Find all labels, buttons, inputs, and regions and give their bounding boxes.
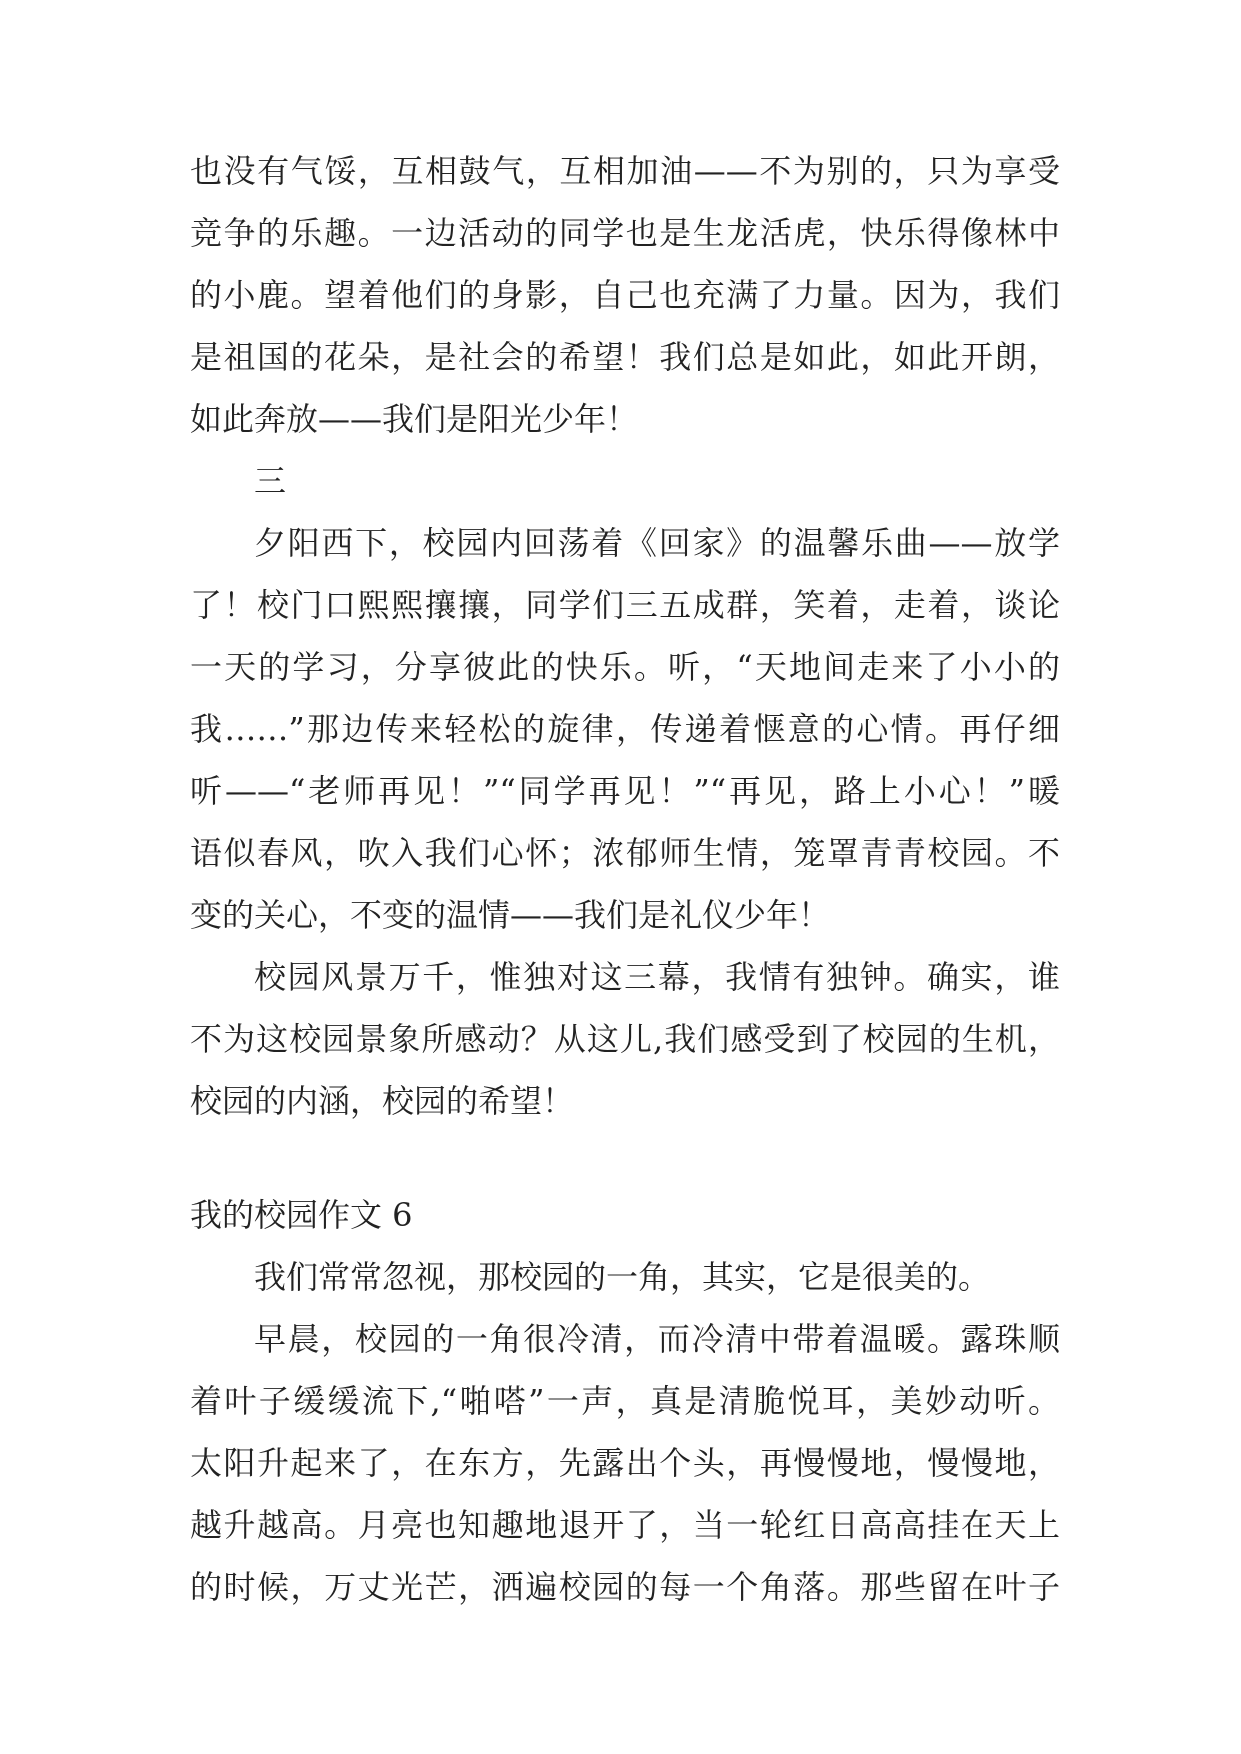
text-line: 一天的学习，分享彼此的快乐。听，“天地间走来了小小的 xyxy=(190,648,1060,686)
text-line: 也没有气馁，互相鼓气，互相加油——不为别的，只为享受 xyxy=(190,152,1060,190)
paragraph-sunshine xyxy=(190,140,1060,450)
document-body xyxy=(190,140,1060,1618)
text-line: 夕阳西下，校园内回荡着《回家》的温馨乐曲——放学 xyxy=(254,524,1060,562)
paragraph-conclusion xyxy=(190,946,1060,1132)
text-line: 我……”那边传来轻松的旋律，传递着惬意的心情。再仔细 xyxy=(190,710,1060,748)
paragraph-intro xyxy=(190,1246,1060,1308)
text-line: 的小鹿。望着他们的身影，自己也充满了力量。因为，我们 xyxy=(190,276,1060,314)
text-line: 了！校门口熙熙攘攘，同学们三五成群，笑着，走着，谈论 xyxy=(190,586,1060,624)
text-line: 的时候，万丈光芒，洒遍校园的每一个角落。那些留在叶子 xyxy=(190,1568,1060,1606)
text-line: 越升越高。月亮也知趣地退开了，当一轮红日高高挂在天上 xyxy=(190,1506,1060,1544)
text-line: 校园风景万千，惟独对这三幕，我情有独钟。确实，谁 xyxy=(254,958,1060,996)
text-line: 是祖国的花朵，是社会的希望！我们总是如此，如此开朗， xyxy=(190,338,1060,376)
text-line: 听——“老师再见！”“同学再见！”“再见，路上小心！”暖 xyxy=(190,772,1060,810)
text-line: 校园的内涵，校园的希望！ xyxy=(190,1082,575,1120)
section-heading: 三 xyxy=(254,462,287,500)
text-line: 竞争的乐趣。一边活动的同学也是生龙活虎，快乐得像林中 xyxy=(190,214,1060,252)
text-line: 我们常常忽视，那校园的一角，其实，它是很美的。 xyxy=(254,1258,991,1296)
section-spacer xyxy=(190,1132,1060,1184)
text-line: 如此奔放——我们是阳光少年！ xyxy=(190,400,639,438)
text-line: 不为这校园景象所感动？从这儿,我们感受到了校园的生机， xyxy=(190,1020,1060,1058)
text-line: 太阳升起来了，在东方，先露出个头，再慢慢地，慢慢地， xyxy=(190,1444,1060,1482)
essay-title: 我的校园作文 6 xyxy=(190,1196,413,1234)
paragraph-morning xyxy=(190,1308,1060,1618)
text-line: 语似春风，吹入我们心怀；浓郁师生情，笼罩青青校园。不 xyxy=(190,834,1060,872)
paragraph-after-school xyxy=(190,512,1060,946)
text-line: 着叶子缓缓流下,“啪嗒”一声，真是清脆悦耳，美妙动听。 xyxy=(190,1382,1060,1420)
text-line: 变的关心，不变的温情——我们是礼仪少年！ xyxy=(190,896,831,934)
text-line: 早晨，校园的一角很冷清，而冷清中带着温暖。露珠顺 xyxy=(254,1320,1060,1358)
